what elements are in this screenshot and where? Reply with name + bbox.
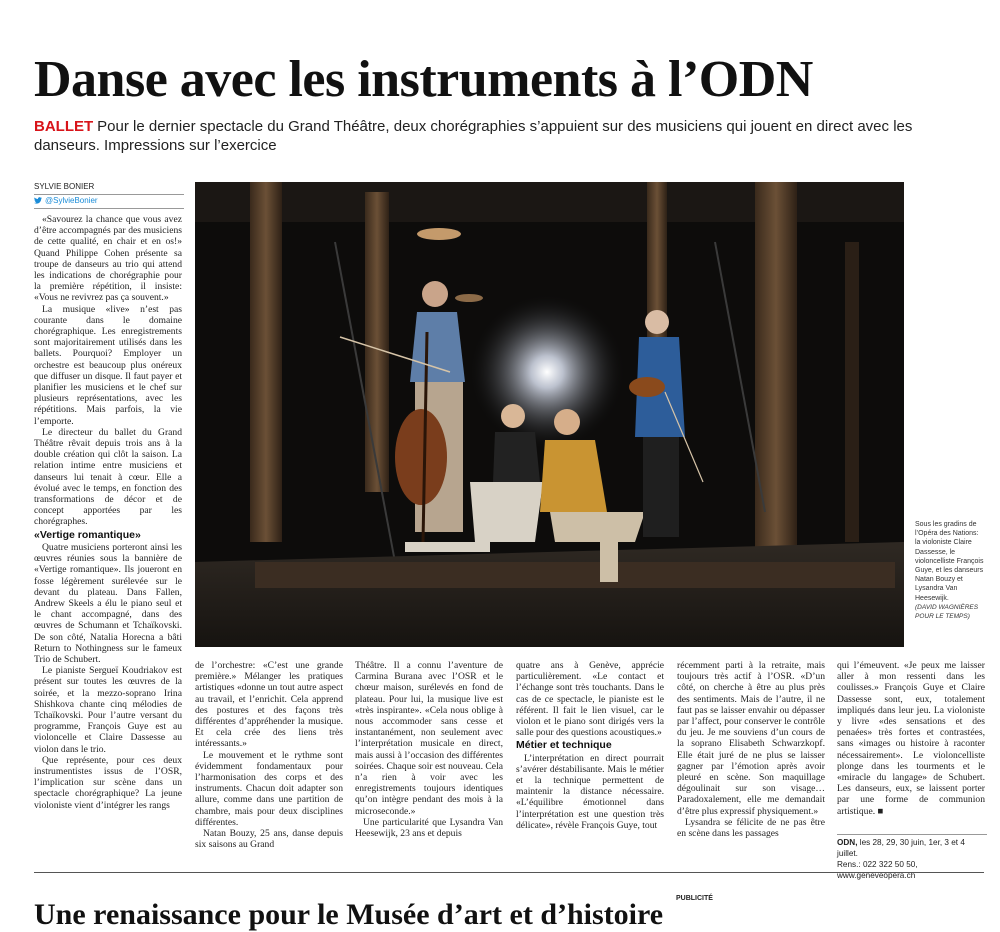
byline: [34, 181, 184, 209]
info-dates: les 28, 29, 30 juin, 1er, 3 et 4 juillet.: [837, 838, 965, 858]
paragraph: La musique «live» n’est pas courante dans le domaine chorégraphique. Les enregistrements sont majoritairement utilisés dans les ballets. Pourquoi? Employer un orchestre est beaucoup plus onéreux que diffuser un disque. Il faut payer et planifier les musiciens et le chef sur plusieurs représentations, avec les répétitions. Mais parfois, la vie l’emporte.: [34, 303, 182, 427]
paragraph: «Savourez la chance que vous avez d’être accompagnés par des musiciens de cette qualité, en chair et en os!» Quand Philippe Cohen présente sa troupe de danseurs au trio qui attend les indications de chorégraphie pour la première répétition, il insiste: «Vous ne revivrez pas ça souvent.»: [34, 214, 182, 304]
paragraph: de l’orchestre: «C’est une grande première.» Mélanger les pratiques artistiques «donne un tout autre aspect au travail, et l’enrichit. Cela apprend des postures et des façons très différentes d’appréhender la musique. Et cela crée des liens très intéressants.»: [195, 660, 343, 750]
photo-credit: (DAVID WAGNIÈRES POUR LE TEMPS): [915, 603, 979, 621]
advertising-label: PUBLICITÉ: [676, 895, 713, 902]
paragraph: Que représente, pour ces deux instrumentistes issus de l’OSR, l’implication sur scène dans un spectacle chorégraphique? La jeune violoniste vient d’intégrer les rangs: [34, 754, 182, 811]
paragraph: quatre ans à Genève, apprécie particulièrement. «Le contact et l’échange sont très touchants. Dans le cas de ce spectacle, le pianiste est le référent. Il fait le lien visuel, car le violon et le piano sont dirigés vers la salle pour des questions acoustiques.»: [516, 660, 664, 739]
photo-caption: [915, 520, 985, 621]
twitter-handle-text: @SylvieBonier: [45, 196, 98, 205]
paragraph: Lysandra se félicite de ne pas être en scène dans les passages: [677, 816, 825, 840]
paragraph: Le pianiste Sergueï Koudriakov est présent sur toutes les œuvres de la soirée, et la mezzo-soprano Irina Shishkova chante cinq mélodies de Tchaïkovski. Pour l’autre versant du programme, François Guye est au violoncelle et Claire Dassesse au violon dans le trio.: [34, 665, 182, 755]
info-label: ODN,: [837, 838, 858, 847]
lede: [34, 117, 924, 155]
event-info: [837, 834, 987, 881]
column-4: [516, 660, 664, 831]
paragraph: Natan Bouzy, 25 ans, danse depuis six saisons au Grand: [195, 828, 343, 851]
byline-rule-bottom: [34, 208, 184, 209]
paragraph: Théâtre. Il a connu l’aventure de Carmina Burana avec l’OSR et le chœur maison, surélevés en fond de plateau. Pour lui, la musique live est «très inspirante». «Cela nous oblige à nous accommoder sans cesse et instantanément, non seulement avec l’interprétation musicale en direct, mais aussi à l’occasion des différentes soirées. Chaque soir est nouveau. Cela n’a rien à voir avec les enregistrements toujours identiques qu’on intègre pendant des mois à la microseconde.»: [355, 660, 503, 817]
subhead: «Vertige romantique»: [34, 528, 141, 541]
headline: Danse avec les instruments à l’ODN: [34, 51, 813, 108]
column-1: [34, 214, 182, 811]
paragraph: récemment parti à la retraite, mais toujours très actif à l’OSR. «D’un côté, on cherche à être au plus près des sentiments. Mais de l’autre, il ne faut pas se laisser envahir ou dépasser par l’affect, pour conserver le contrôle du jeu. Je me souviens d’un cours de la soprano Elisabeth Schwarzkopf. Elle était juré de ne plus se laisser gagner par l’émotion après avoir pleuré en scène. Son maquillage dégoulinait sur son visage… Paradoxalement, elle me demandait d’être plus expressif physiquement.»: [677, 660, 825, 817]
paragraph: Le directeur du ballet du Grand Théâtre rêvait depuis trois ans à la double création qui clôt la saison. La relation intime entre musiciens et danseurs lui tenait à cœur. Elle a évolué avec le temps, en fonction des transformations de décor et de concept apportées par les chorégraphes.: [34, 426, 182, 528]
column-6: [837, 660, 985, 817]
caption-text: Sous les gradins de l’Opéra des Nations: la violoniste Claire Dassesse, le violoncelliste François Guye, et les danseurs Natan Bouzy et Lysandra Van Heesewijk.: [915, 521, 984, 602]
paragraph: Une particularité que Lysandra Van Heesewijk, 23 ans et depuis: [355, 816, 503, 840]
subhead: Métier et technique: [516, 739, 612, 752]
photo: [195, 182, 904, 647]
paragraph: Quatre musiciens porteront ainsi les œuvres réunies sous la bannière de «Vertige romantique». Ils joueront en fosse légèrement surélevée sur le devant du plateau. Dans Fallen, Andrew Skeels a élu le piano seul et le chant accompagné, dans des œuvres de Schumann et Tchaïkovski. De son côté, Natalia Horecna a bâti Return to Nothingness sur le fameux Trio de Schubert.: [34, 541, 182, 665]
section-divider: [34, 872, 984, 873]
column-3: [355, 660, 503, 839]
column-2: [195, 660, 343, 850]
paragraph: L’interprétation en direct pourrait s’avérer déstabilisante. Mais le métier et la technique permettent de maintenir la distance nécessaire. «L’équilibre émotionnel dans l’interprétation est une question très délicate», révèle François Guye, tout: [516, 752, 664, 831]
column-5: [677, 660, 825, 839]
twitter-handle[interactable]: [34, 195, 184, 206]
author: SYLVIE BONIER: [34, 182, 95, 191]
info-contact[interactable]: Rens.: 022 322 50 50, www.geneveopera.ch: [837, 860, 918, 880]
paragraph: Le mouvement et le rythme sont évidemment fondamentaux pour l’harmonisation des corps et des instruments. Chacun doit adapter son allure, comme dans une partition de chambre, mais pour deux disciplines différentes.: [195, 749, 343, 828]
twitter-icon: [34, 197, 42, 204]
kicker: BALLET: [34, 118, 94, 135]
paragraph: qui l’émeuvent. «Je peux me laisser aller à mon ressenti dans les coulisses.» François Guye et Claire Dassesse sont, eux, totalement impliqués dans leur jeu. La violoniste y livre «des sensations et des penaées» très fortes et contrastées, sans «images ou histoire à raconter nécessairement». Le violoncelliste plonge dans les tourments et le «miracle du langage» de Schubert. Les danseurs, eux, se laissent porter par une forme de communion artistique. ■: [837, 660, 985, 817]
next-article-headline[interactable]: Une renaissance pour le Musée d’art et d’histoire: [34, 898, 664, 931]
lede-text: Pour le dernier spectacle du Grand Théâtre, deux chorégraphies s’appuient sur des musiciens qui jouent en direct avec les danseurs. Impressions sur l’exercice: [34, 118, 913, 154]
musicians-dancers-photo: [195, 182, 904, 647]
